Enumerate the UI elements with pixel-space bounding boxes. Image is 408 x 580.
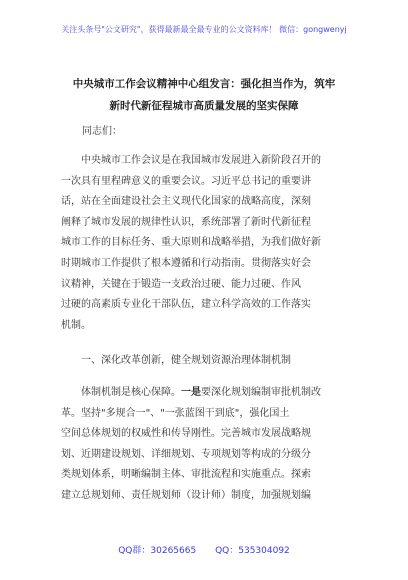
salutation: 同志们： bbox=[82, 126, 122, 137]
section-heading: 一、深化改革创新，健全规划资源治理体制机制 bbox=[81, 355, 291, 366]
paragraph-line: 建立总规划师、责任规划师（设计师）制度，加强规划编 bbox=[61, 489, 311, 501]
title-line-2: 新时代新征程城市高质量发展的坚实保障 bbox=[109, 100, 299, 112]
paragraph-line: 空间总体规划的权威性和传导刚性。完善城市发展战略规 bbox=[61, 428, 311, 440]
paragraph-line: 中央城市工作会议是在我国城市发展进入新阶段召开的 bbox=[81, 155, 321, 166]
paragraph-line: 时期城市工作提供了根本遵循和行动指南。贯彻落实好会 bbox=[61, 257, 311, 269]
paragraph-line: 一次具有里程碑意义的重要会议。习近平总书记的重要讲 bbox=[61, 175, 311, 187]
paragraph-line bbox=[61, 383, 351, 404]
contact-footer bbox=[0, 543, 408, 556]
promo-banner: 关注头条号"公文研究"，获得最新最全最专业的公文资料库！ 微信：gongwenyj bbox=[61, 25, 347, 34]
paragraph-intro bbox=[61, 151, 351, 336]
paragraph-section-1 bbox=[61, 383, 351, 507]
qq-number: QQ：535304092 bbox=[215, 546, 290, 556]
paragraph-line: 机制。 bbox=[61, 319, 91, 331]
qq-group: QQ群：30265665 bbox=[118, 546, 197, 556]
title-line-1: 中央城市工作会议精神中心组发言：强化担当作为，筑牢 bbox=[72, 78, 336, 90]
emphasis-text: 一是 bbox=[181, 387, 201, 398]
paragraph-text: 体制机制是核心保障。 bbox=[81, 387, 181, 398]
paragraph-line: 革。坚持"多规合一"、"一张蓝图干到底"，强化国土 bbox=[61, 407, 290, 419]
paragraph-line: 划、近期建设规划、详细规划、专项规划等构成的分级分 bbox=[61, 448, 311, 460]
paragraph-line: 类规划体系，明晰编制主体、审批流程和实施重点。探索 bbox=[61, 469, 311, 481]
paragraph-line: 阐释了城市发展的规律性认识，系统部署了新时代新征程 bbox=[61, 216, 311, 228]
paragraph-line: 话，站在全面建设社会主义现代化国家的战略高度，深刻 bbox=[61, 196, 311, 208]
paragraph-text: 要深化规划编制审批机制改 bbox=[201, 387, 321, 398]
paragraph-line: 议精神，关键在于锻造一支政治过硬、能力过硬、作风 bbox=[61, 278, 301, 290]
paragraph-line: 过硬的高素质专业化干部队伍，建立科学高效的工作落实 bbox=[61, 299, 311, 311]
paragraph-line: 城市工作的目标任务、重大原则和战略举措，为我们做好新 bbox=[61, 237, 321, 249]
document-title bbox=[56, 73, 352, 117]
